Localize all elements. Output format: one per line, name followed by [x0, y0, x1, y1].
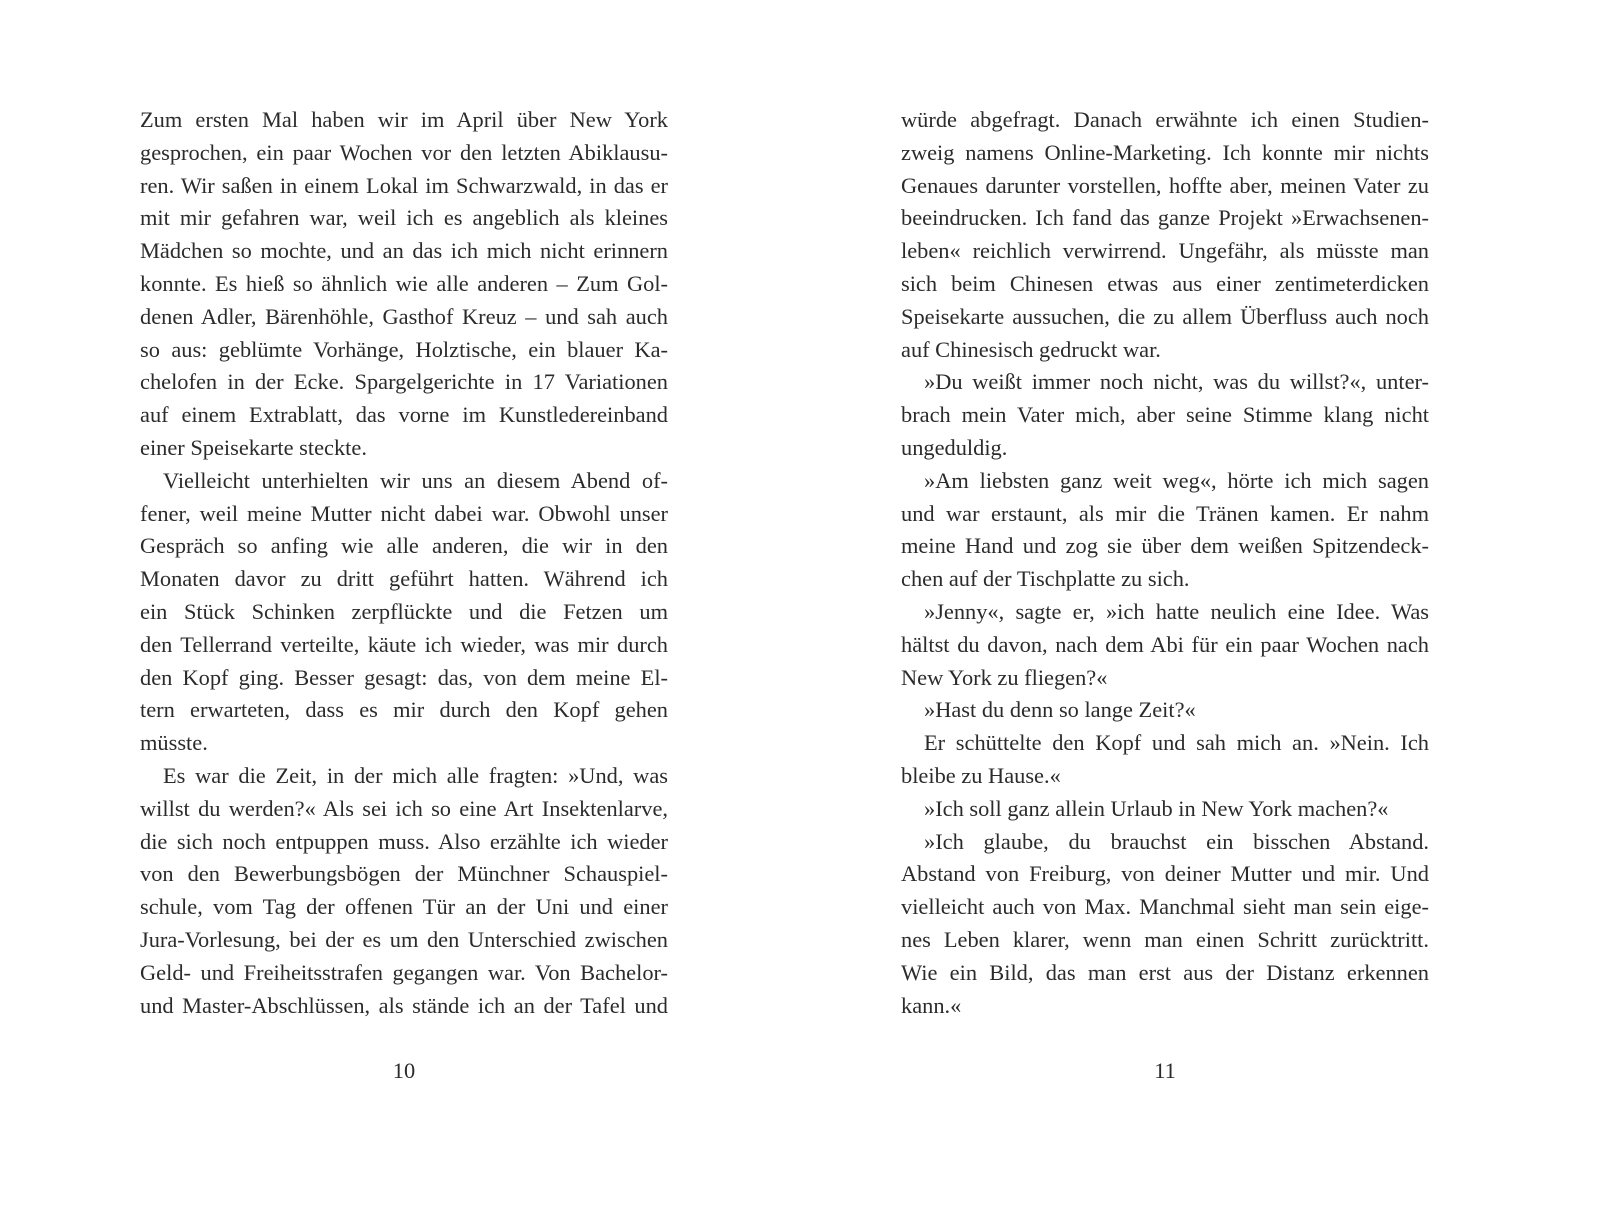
text-line: vielleicht auch von Max. Manchmal sieht man sein eige-: [901, 894, 1429, 920]
text-line: bleibe zu Hause.«: [901, 762, 1061, 788]
text-line: brach mein Vater mich, aber seine Stimme klang nicht: [901, 402, 1429, 428]
text-line: New York zu fliegen?«: [901, 664, 1108, 690]
text-line: denen Adler, Bärenhöhle, Gasthof Kreuz – und sah auch: [140, 303, 668, 329]
text-line: nes Leben klarer, wenn man einen Schritt zurücktritt.: [901, 926, 1429, 952]
text-line: »Du weißt immer noch nicht, was du willst?«, unter-: [924, 369, 1429, 395]
text-line: fener, weil meine Mutter nicht dabei war. Obwohl unser: [140, 500, 668, 526]
text-line: meine Hand und zog sie über dem weißen Spitzendeck-: [901, 533, 1429, 559]
text-line: Wie ein Bild, das man erst aus der Distanz erkennen: [901, 959, 1429, 985]
text-line: einer Speisekarte steckte.: [140, 434, 367, 460]
text-line: den Tellerrand verteilte, käute ich wieder, was mir durch: [140, 631, 668, 657]
text-line: Mädchen so mochte, und an das ich mich nicht erinnern: [140, 238, 668, 264]
page-number-right: 11: [1154, 1058, 1176, 1083]
text-line: auf Chinesisch gedruckt war.: [901, 336, 1161, 362]
text-line: kann.«: [901, 992, 962, 1018]
text-line: »Ich glaube, du brauchst ein bisschen Abstand.: [924, 828, 1429, 854]
text-line: ungeduldig.: [901, 434, 1008, 460]
text-line: Geld- und Freiheitsstrafen gegangen war. Von Bachelor-: [140, 959, 668, 985]
text-line: »Jenny«, sagte er, »ich hatte neulich eine Idee. Was: [924, 598, 1429, 624]
text-line: Genaues darunter vorstellen, hoffte aber, meinen Vater zu: [901, 172, 1429, 198]
text-line: schule, vom Tag der offenen Tür an der Uni und einer: [140, 894, 668, 920]
text-line: müsste.: [140, 730, 208, 756]
text-line: sich beim Chinesen etwas aus einer zentimeterdicken: [901, 270, 1429, 296]
page-number-left: 10: [392, 1058, 416, 1083]
text-line: Abstand von Freiburg, von deiner Mutter und mir. Und: [901, 861, 1429, 887]
right-page-text: [901, 104, 1429, 1022]
text-line: und Master-Abschlüssen, als stände ich an der Tafel und: [140, 992, 668, 1018]
text-line: so aus: geblümte Vorhänge, Holztische, ein blauer Ka-: [140, 336, 668, 362]
text-line: leben« reichlich verwirrend. Ungefähr, als müsste man: [901, 238, 1429, 264]
text-line: würde abgefragt. Danach erwähnte ich einen Studien-: [901, 107, 1429, 132]
text-line: Zum ersten Mal haben wir im April über New York: [140, 107, 668, 132]
text-line: ein Stück Schinken zerpflückte und die Fetzen um: [140, 598, 668, 624]
text-line: »Am liebsten ganz weit weg«, hörte ich mich sagen: [924, 467, 1429, 493]
text-line: und war erstaunt, als mir die Tränen kamen. Er nahm: [901, 500, 1429, 526]
text-line: hältst du davon, nach dem Abi für ein paar Wochen nach: [901, 631, 1429, 657]
text-line: Er schüttelte den Kopf und sah mich an. »Nein. Ich: [924, 730, 1429, 756]
text-line: die sich noch entpuppen muss. Also erzählte ich wieder: [140, 828, 668, 854]
text-line: »Ich soll ganz allein Urlaub in New York machen?«: [924, 795, 1389, 821]
text-line: chelofen in der Ecke. Spargelgerichte in 17 Variationen: [140, 369, 668, 395]
text-line: chen auf der Tischplatte zu sich.: [901, 566, 1190, 592]
text-line: willst du werden?« Als sei ich so eine Art Insektenlarve,: [140, 795, 668, 821]
text-line: den Kopf ging. Besser gesagt: das, von dem meine El-: [140, 664, 668, 690]
text-line: von den Bewerbungsbögen der Münchner Schauspiel-: [140, 861, 668, 887]
text-line: tern erwarteten, dass es mir durch den Kopf gehen: [140, 697, 668, 723]
left-page-text: [140, 104, 668, 1022]
text-line: »Hast du denn so lange Zeit?«: [924, 697, 1196, 723]
text-line: auf einem Extrablatt, das vorne im Kunstledereinband: [140, 402, 668, 428]
text-line: ren. Wir saßen in einem Lokal im Schwarzwald, in das er: [140, 172, 668, 198]
text-line: Es war die Zeit, in der mich alle fragten: »Und, was: [163, 762, 668, 788]
text-line: mit mir gefahren war, weil ich es angeblich als kleines: [140, 205, 668, 231]
text-line: Gespräch so anfing wie alle anderen, die wir in den: [140, 533, 668, 559]
text-line: beeindrucken. Ich fand das ganze Projekt »Erwachsenen-: [901, 205, 1429, 231]
text-line: Speisekarte aussuchen, die zu allem Überfluss auch noch: [901, 303, 1429, 329]
text-line: zweig namens Online-Marketing. Ich konnte mir nichts: [901, 139, 1429, 165]
text-line: gesprochen, ein paar Wochen vor den letzten Abiklausu-: [140, 139, 668, 165]
text-line: Vielleicht unterhielten wir uns an diesem Abend of-: [163, 467, 668, 493]
text-line: konnte. Es hieß so ähnlich wie alle anderen – Zum Gol-: [140, 270, 668, 296]
text-line: Monaten davor zu dritt geführt hatten. Während ich: [140, 566, 668, 592]
text-line: Jura-Vorlesung, bei der es um den Unterschied zwischen: [140, 926, 668, 952]
